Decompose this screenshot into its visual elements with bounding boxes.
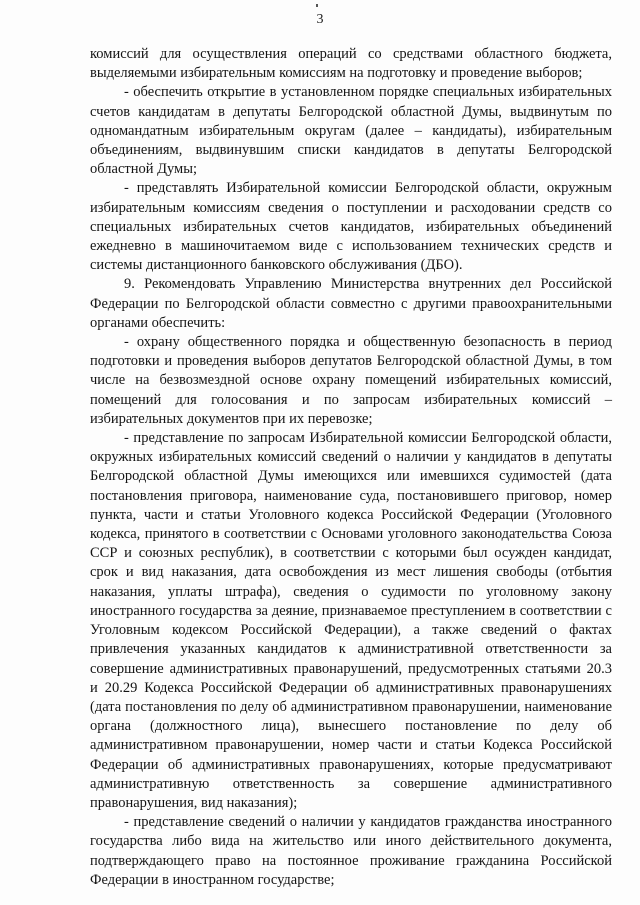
paragraph: - представление сведений о наличии у кандидатов гражданства иностранного государства либо вида на жительство или иного действительного документа, подтверждающего право на постоянное проживание гражданина Российской Федерации в иностранном государстве;	[90, 814, 612, 888]
paragraph: - представление по запросам Избирательной комиссии Белгородской области, окружных избирательных комиссий сведений о наличии у кандидатов в депутаты Белгородской областной Думы имеющихся или имевшихся судимостей (дата постановления приговора, наименование суда, постановившего приговор, номер пункта, части и статьи Уголовного кодекса Российской Федерации (Уголовного кодекса, принятого в соответствии с Основами уголовного законодательства Союза ССР и союзных республик), в соответствии с которыми был осужден кандидат, срок и вид наказания, дата освобождения из мест лишения свободы (отбытия наказания, уплаты штрафа), сведения о судимости по уголовному закону иностранного государства за деяние, признаваемое преступлением в соответствии с Уголовным кодексом Российской Федерации), а также сведений о фактах привлечения указанных кандидатов к административной ответственности за совершение административных правонарушений, предусмотренных статьями 20.3 и 20.29 Кодекса Российской Федерации об административных правонарушениях (дата постановления по делу об административном правонарушении, наименование органа (должностного лица), вынесшего постановление по делу об административном правонарушении, номер части и статьи Кодекса Российской Федерации об административных правонарушениях, которые предусматривают административную ответственность за совершение административного правонарушения, вид наказания);	[90, 430, 612, 811]
document-body	[90, 45, 612, 890]
scan-speck	[316, 4, 318, 7]
paragraph: 9. Рекомендовать Управлению Министерства внутренних дел Российской Федерации по Белгородской области совместно с другими правоохранительными органами обеспечить:	[90, 276, 612, 331]
page-number: 3	[316, 12, 324, 27]
paragraph: - представлять Избирательной комиссии Белгородской области, окружным избирательным комиссиям сведения о поступлении и расходовании средств со специальных избирательных счетов кандидатов, избирательных объединений ежедневно в машиночитаемом виде с использованием технических средств и системы дистанционного банковского обслуживания (ДБО).	[90, 180, 612, 274]
paragraph: - обеспечить открытие в установленном порядке специальных избирательных счетов кандидатам в депутаты Белгородской областной Думы, выдвинутым по одномандатным избирательным округам (далее – кандидаты), избирательным объединениям, выдвинувшим списки кандидатов в депутаты Белгородской областной Думы;	[90, 84, 612, 178]
paragraph: - охрану общественного порядка и общественную безопасность в период подготовки и проведения выборов депутатов Белгородской областной Думы, в том числе на безвозмездной основе охрану помещений избирательных комиссий, помещений для голосования и по запросам избирательных комиссий – избирательных документов при их перевозке;	[90, 334, 612, 427]
paragraph: комиссий для осуществления операций со средствами областного бюджета, выделяемыми избирательным комиссиям на подготовку и проведение выборов;	[90, 46, 612, 82]
